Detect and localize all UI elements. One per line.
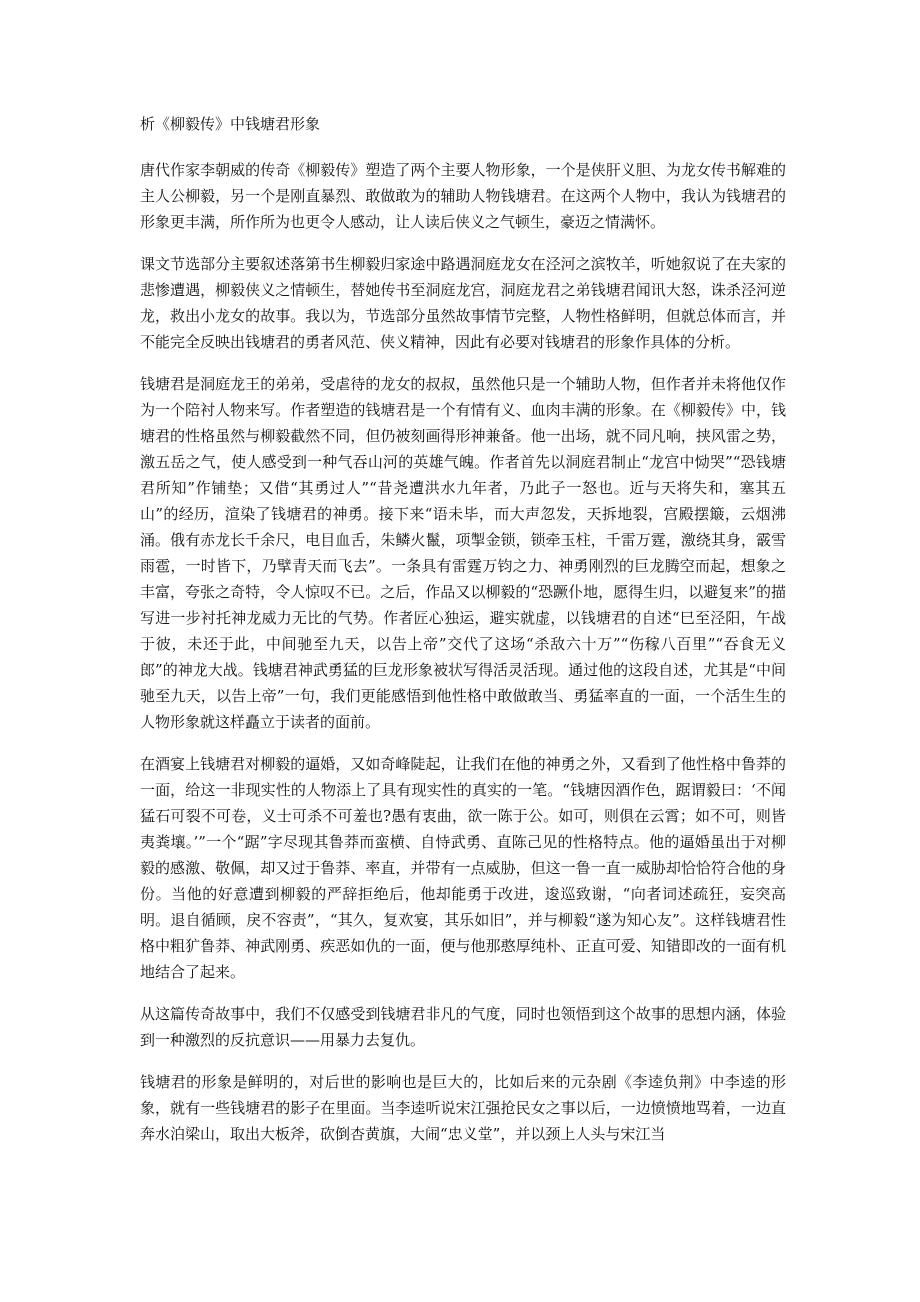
document-page xyxy=(140,108,786,1163)
paragraph-theme: 从这篇传奇故事中，我们不仅感受到钱塘君非凡的气度，同时也领悟到这个故事的思想内涵，体验到一种激烈的反抗意识——用暴力去复仇。 xyxy=(140,1005,786,1049)
paragraph-influence: 钱塘君的形象是鲜明的，对后世的影响也是巨大的，比如后来的元杂剧《李逵负荆》中李逵的形象，就有一些钱塘君的影子在里面。当李逵听说宋江强抢民女之事以后，一边愤愤地骂着，一边直奔水泊梁山，取出大板斧，砍倒杏黄旗，大闹“忠义堂”，并以颈上人头与宋江当 xyxy=(140,1073,786,1143)
paragraph-excerpt-summary: 课文节选部分主要叙述落第书生柳毅归家途中路遇洞庭龙女在泾河之滨牧羊，听她叙说了在夫家的悲惨遭遇，柳毅侠义之情顿生，替她传书至洞庭龙宫，洞庭龙君之弟钱塘君闻讯大怒，诛杀泾河逆龙，救出小龙女的故事。我以为，节选部分虽然故事情节完整，人物性格鲜明，但就总体而言，并不能完全反映出钱塘君的勇者风范、侠义精神，因此有必要对钱塘君的形象作具体的分析。 xyxy=(140,255,786,351)
paragraph-qiantang-heroism: 钱塘君是洞庭龙王的弟弟，受虐待的龙女的叔叔，虽然他只是一个辅助人物，但作者并未将他仅作为一个陪衬人物来写。作者塑造的钱塘君是一个有情有义、血肉丰满的形象。在《柳毅传》中，钱塘君的性格虽然与柳毅截然不同，但仍被刻画得形神兼备。他一出场，就不同凡响，挟风雷之势，激五岳之气，使人感受到一种气吞山河的英雄气魄。作者首先以洞庭君制止“龙宫中恸哭”“恐钱塘君所知”作铺垫；又借“其勇过人”“昔尧遭洪水九年者，乃此子一怒也。近与天将失和，塞其五山”的经历，渲染了钱塘君的神勇。接下来“语未毕，而大声忽发，天拆地裂，宫殿摆簸，云烟沸涌。俄有赤龙长千余尺，电目血舌，朱鳞火鬣，项掣金锁，锁牵玉柱，千雷万霆，激绕其身，霰雪雨雹，一时皆下，乃擘青天而飞去”。一条具有雷霆万钧之力、神勇刚烈的巨龙腾空而起，想象之丰富，夸张之奇特，令人惊叹不已。之后，作品又以柳毅的“恐蹶仆地，愿得生归，以避复来”的描写进一步衬托神龙威力无比的气势。作者匠心独运，避实就虚，以钱塘君的自述“巳至泾阳，午战于彼，未还于此，中间驰至九天，以告上帝”交代了这场“杀敌六十万”“伤稼八百里”“吞食无义郎”的神龙大战。钱塘君神武勇猛的巨龙形象被状写得活灵活现。通过他的这段自述，尤其是“中间驰至九天，以告上帝”一句，我们更能感悟到他性格中敢做敢当、勇猛率直的一面，一个活生生的人物形象就这样矗立于读者的面前。 xyxy=(140,375,786,731)
paragraph-banquet: 在酒宴上钱塘君对柳毅的逼婚，又如奇峰陡起，让我们在他的神勇之外，又看到了他性格中鲁莽的一面，给这一非现实性的人物添上了具有现实性的真实的一笔。“钱塘因酒作色，踞谓毅曰：‘不闻猛石可裂不可卷，义士可杀不可羞也?愚有衷曲，欲一陈于公。如可，则俱在云霄；如不可，则皆夷粪壤。’”一个“踞”字尽现其鲁莽而蛮横、自恃武勇、直陈己见的性格特点。他的逼婚虽出于对柳毅的感激、敬佩，却又过于鲁莽、率直，并带有一点威胁，但这一鲁一直一威胁却恰恰符合他的身份。当他的好意遭到柳毅的严辞拒绝后，他却能勇于改进，逡巡致谢，“向者词述疏狂，妄突高明。退自循顾，戾不容责”，“其久，复欢宴，其乐如旧”，并与柳毅“遂为知心友”。这样钱塘君性格中粗犷鲁莽、神武刚勇、疾恶如仇的一面，便与他那憨厚纯朴、正直可爱、知错即改的一面有机地结合了起来。 xyxy=(140,755,786,981)
paragraph-intro: 唐代作家李朝威的传奇《柳毅传》塑造了两个主要人物形象，一个是侠肝义胆、为龙女传书解难的主人公柳毅，另一个是刚直暴烈、敢做敢为的辅助人物钱塘君。在这两个人物中，我认为钱塘君的形象更丰满，所作所为也更令人感动，让人读后侠义之气顿生，豪迈之情满怀。 xyxy=(140,161,786,231)
document-title: 析《柳毅传》中钱塘君形象 xyxy=(140,115,321,133)
